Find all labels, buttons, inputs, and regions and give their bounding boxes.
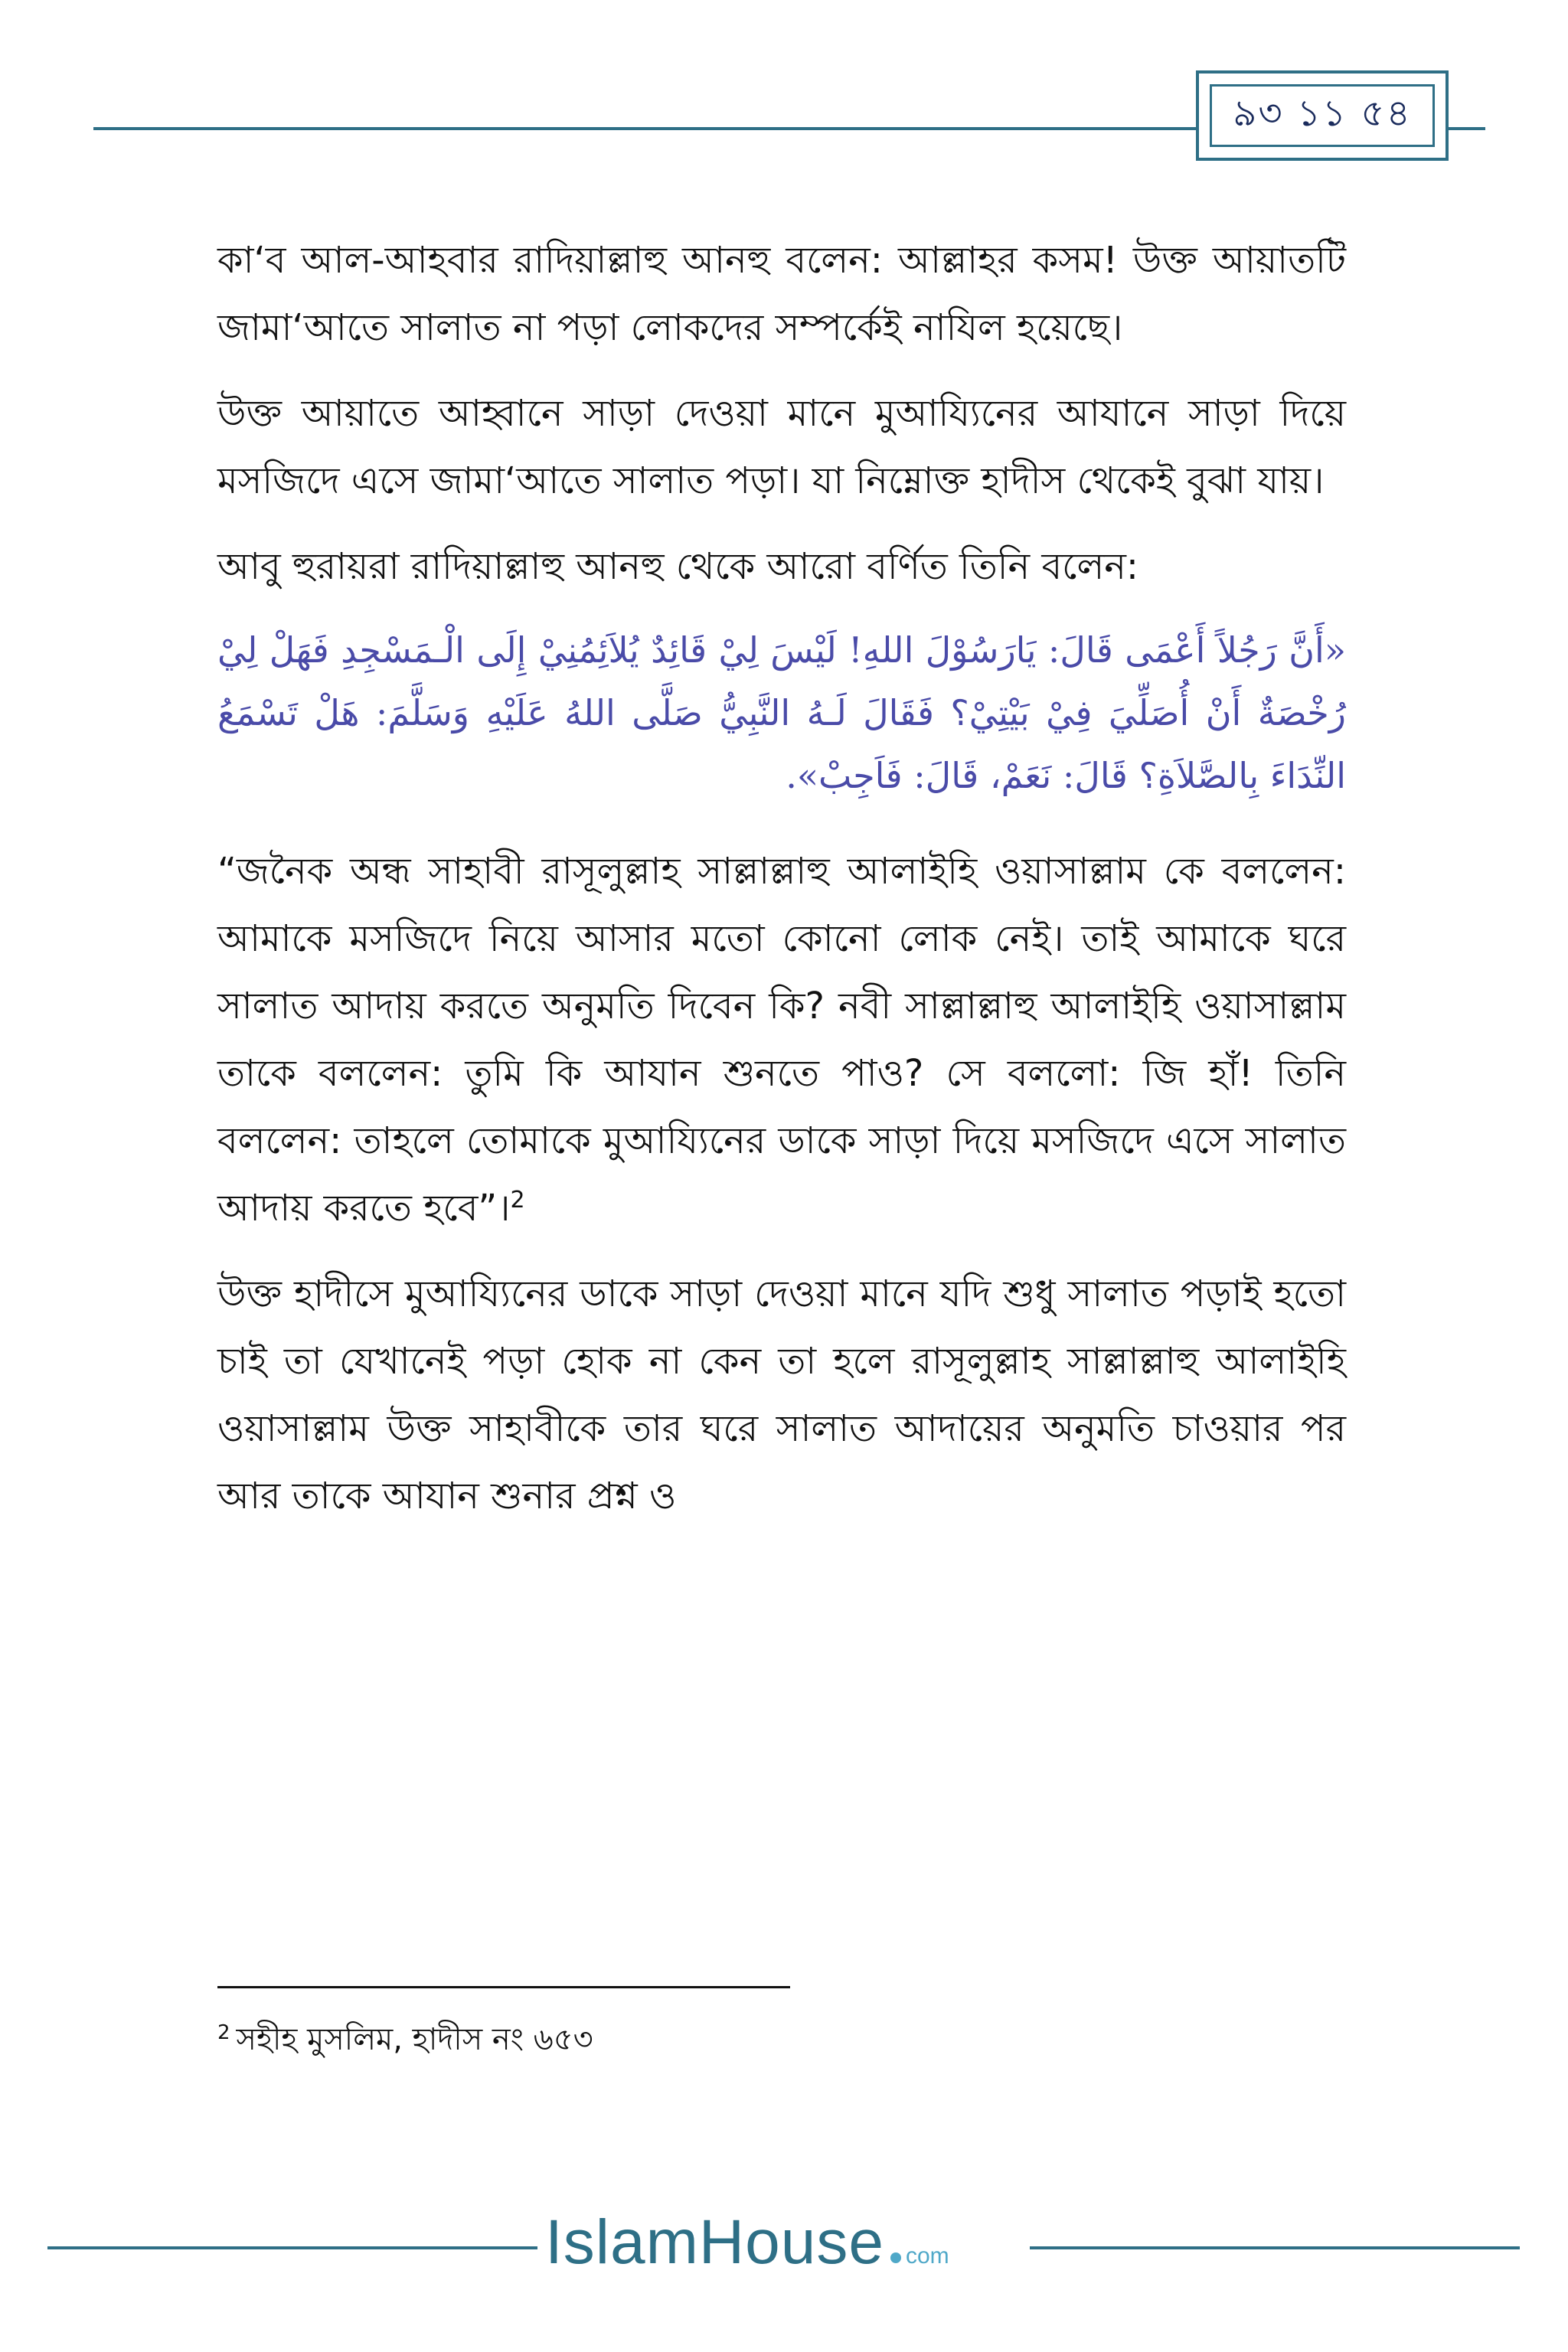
page-number: ৯৩ ১১ ৫৪	[1233, 91, 1412, 135]
footnote-number: 2	[217, 2020, 230, 2044]
closing-paragraph: উক্ত হাদীসে মুআয্যিনের ডাকে সাড়া দেওয়া মানে যদি শুধু সালাত পড়াই হতো চাই তা যেখানেই পড়া হোক না কেন তা হলে রাসূলুল্লাহ সাল্লাল্লাহু আলাইহি ওয়াসাল্লাম উক্ত সাহাবীকে তার ঘরে সালাত আদায়ের অনুমতি চাওয়ার পর আর তাকে আযান শুনার প্রশ্ন ও	[217, 1272, 1346, 1517]
islamhouse-logo	[545, 2207, 949, 2283]
page-body	[217, 227, 1346, 1548]
logo-suffix: com	[905, 2243, 949, 2269]
page-number-frame	[1196, 70, 1449, 161]
footnote-reference[interactable]: 2	[510, 1187, 525, 1214]
hadith-translation	[217, 838, 1346, 1242]
hadith-translation-text: “জনৈক অন্ধ সাহাবী রাসূলুল্লাহ সাল্লাল্লাহু আলাইহি ওয়াসাল্লাম কে বললেন: আমাকে মসজিদে নিয়ে আসার মতো কোনো লোক নেই। তাই আমাকে ঘরে সালাত আদায় করতে অনুমতি দিবেন কি? নবী সাল্লাল্লাহু আলাইহি ওয়াসাল্লাম তাকে বললেন: তুমি কি আযান শুনতে পাও? সে বললো: জি হাঁ! তিনি বললেন: তাহলে তোমাকে মুআয্যিনের ডাকে সাড়া দিয়ে মসজিদে এসে সালাত আদায় করতে হবে”।	[217, 850, 1346, 1230]
header-rule-right	[1447, 127, 1485, 130]
footer-rule-right	[1030, 2246, 1520, 2249]
footnote-divider	[217, 1986, 790, 1988]
paragraph-1: কা‘ব আল-আহবার রাদিয়াল্লাহু আনহু বলেন: আল্লাহর কসম! উক্ত আয়াতটি জামা‘আতে সালাত না পড়া লোকদের সম্পর্কেই নাযিল হয়েছে।	[217, 239, 1346, 349]
footer-rule-left	[47, 2246, 537, 2249]
arabic-hadith: «أَنَّ رَجُلاً أَعْمَى قَالَ: يَارَسُوْلَ اللهِ! لَيْسَ لِيْ قَائِدٌ يُلاَئِمُنِيْ إِلَى الْـمَسْجِدِ فَهَلْ لِيْ رُخْصَةٌ أَنْ أُصَلِّيَ فِيْ بَيْتِيْ؟ فَقَالَ لَـهُ النَّبِيُّ صَلَّى اللهُ عَلَيْهِ وَسَلَّمَ: هَلْ تَسْمَعُ النِّدَاءَ بِالصَّلاَةِ؟ قَالَ: نَعَمْ، قَالَ: فَاَجِبْ».	[217, 629, 1346, 796]
logo-text: IslamHouse	[545, 2207, 884, 2277]
header-rule-left	[93, 127, 1200, 130]
footnote-text: সহীহ মুসলিম, হাদীস নং ৬৫৩	[236, 2022, 593, 2057]
paragraph-2: উক্ত আয়াতে আহ্বানে সাড়া দেওয়া মানে মুআয্যিনের আযানে সাড়া দিয়ে মসজিদে এসে জামা‘আতে সালাত পড়া। যা নিম্নোক্ত হাদীস থেকেই বুঝা যায়।	[217, 392, 1346, 502]
footnote	[217, 2017, 593, 2063]
page-number-inner-frame	[1210, 84, 1435, 147]
logo-dot-icon	[890, 2252, 901, 2263]
paragraph-3: আবু হুরায়রা রাদিয়াল্লাহু আনহু থেকে আরো বর্ণিত তিনি বলেন:	[217, 545, 1139, 588]
